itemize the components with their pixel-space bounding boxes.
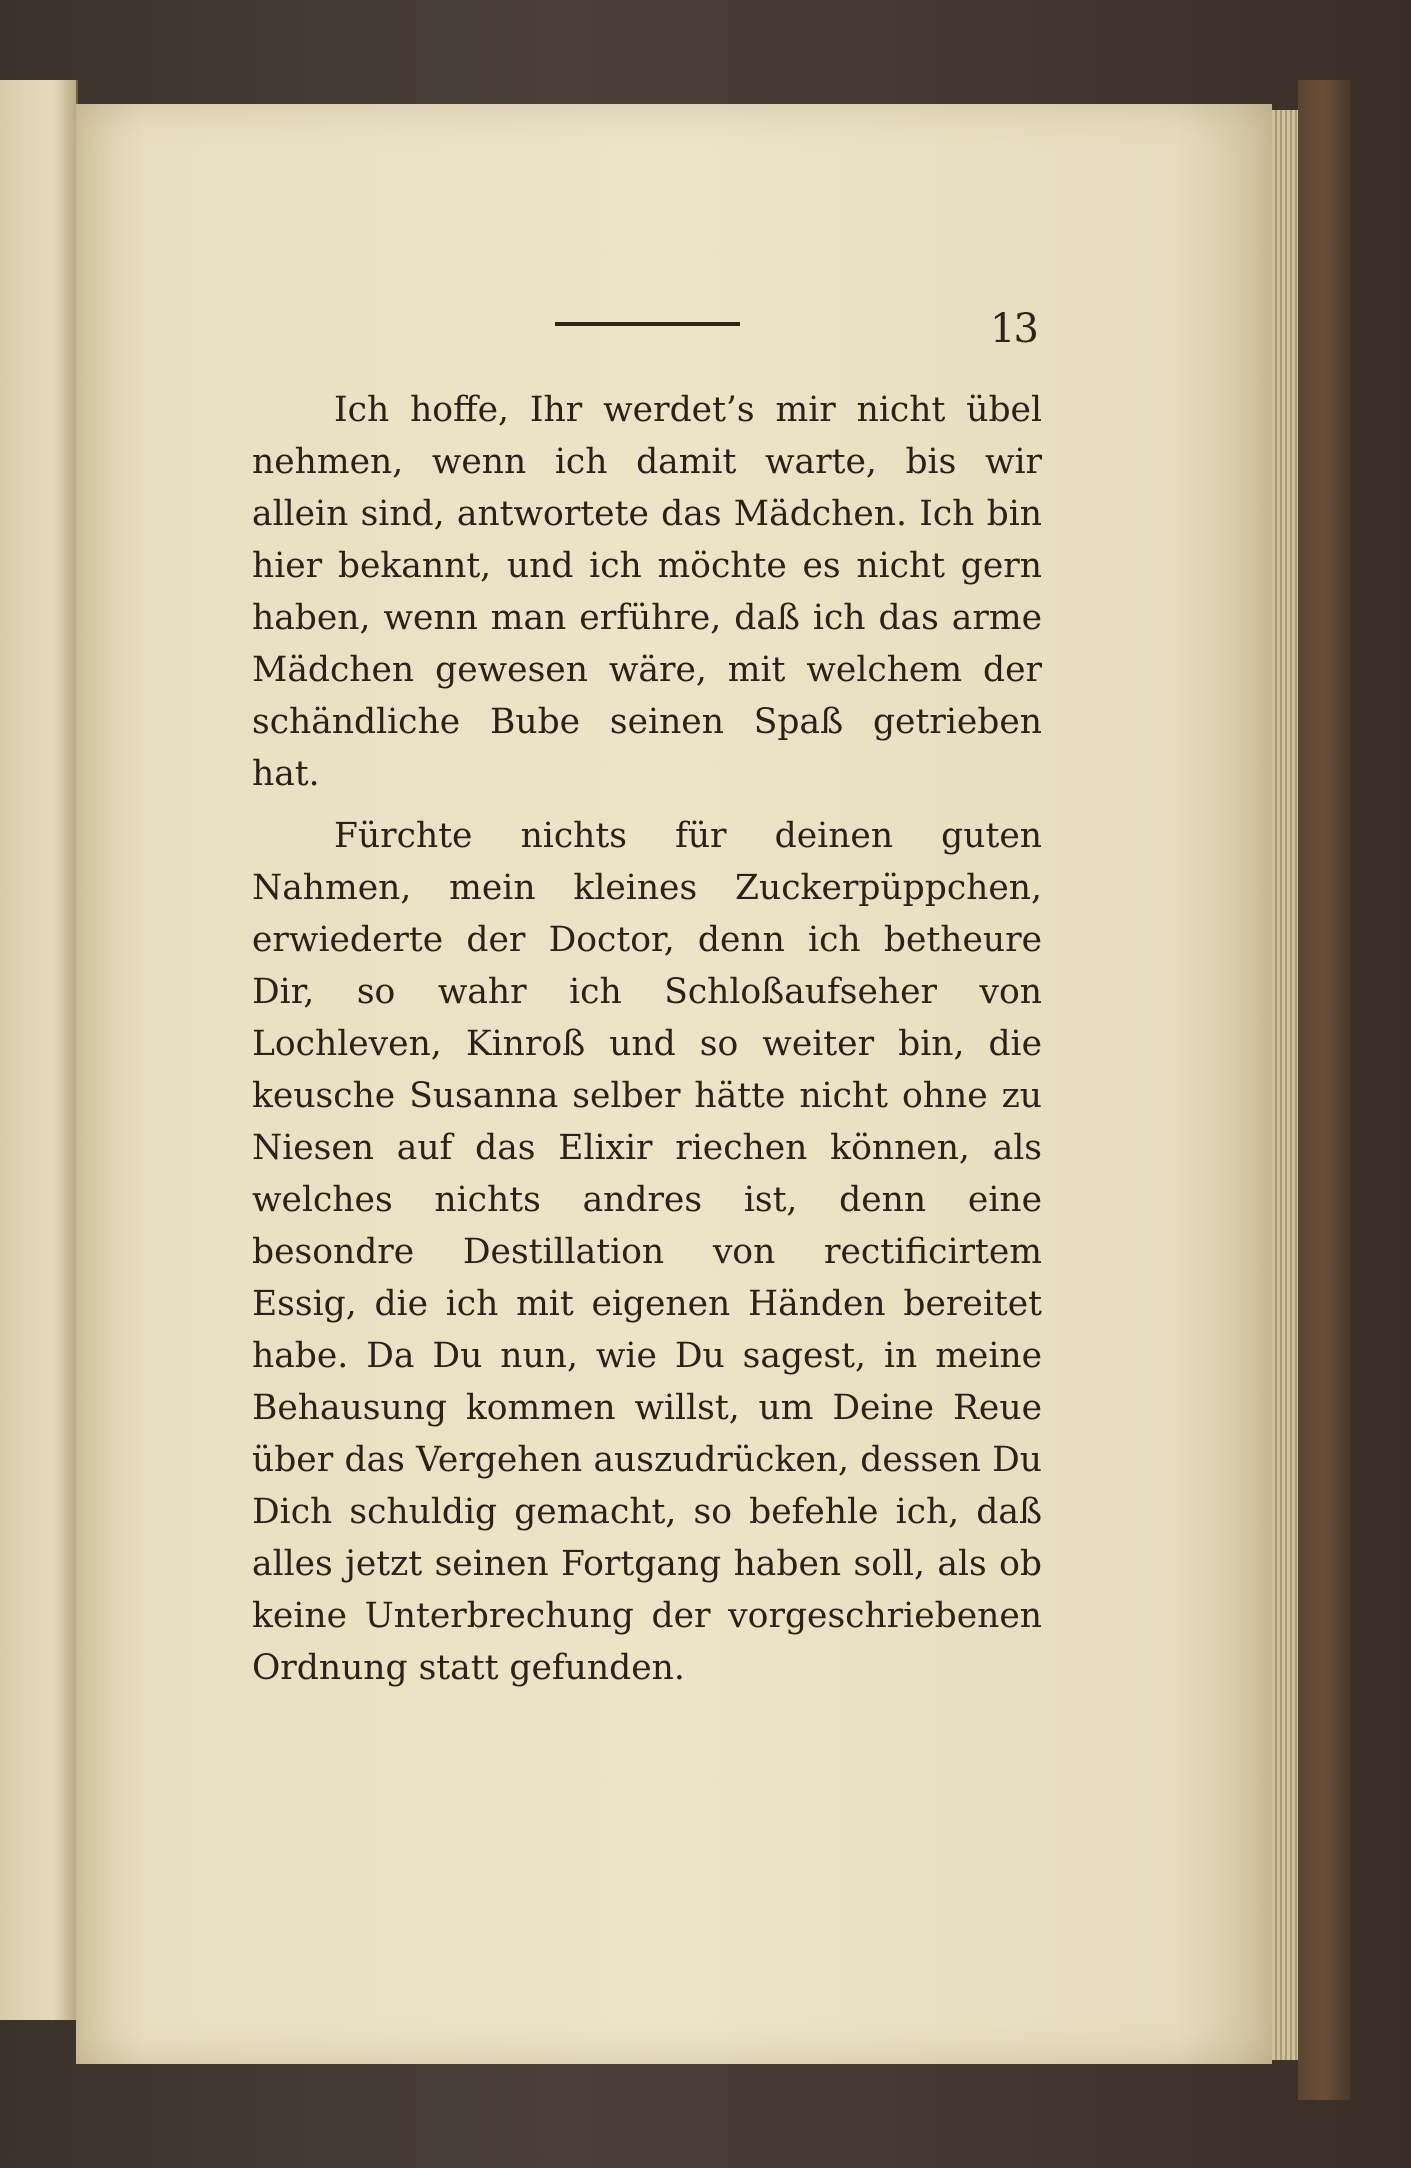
paragraph-1: Ich hoffe, Ihr werdet’s mir nicht übel nehmen, wenn ich damit warte, bis wir allein sind, antwortete das Mädchen. Ich bin hier bekannt, und ich möchte es nicht gern haben, wenn man erführe, daß ich das arme Mädchen gewesen wäre, mit welchem der schändliche Bube seinen Spaß getrieben hat. [252, 390, 1042, 794]
book-cover-edge [1298, 80, 1350, 2100]
paragraph-2: Fürchte nichts für deinen guten Nahmen, mein kleines Zuckerpüppchen, erwiederte der Doctor, denn ich betheure Dir, so wahr ich Schloßaufseher von Lochleven, Kinroß und so weiter bin, die keusche Susanna selber hätte nicht ohne zu Niesen auf das Elixir riechen können, als welches nichts andres ist, denn eine besondre Destillation von rectificirtem Essig, die ich mit eigenen Händen bereitet habe. Da Du nun, wie Du sagest, in meine Behausung kommen willst, um Deine Reue über das Vergehen auszudrücken, dessen Du Dich schuldig gemacht, so befehle ich, daß alles jetzt seinen Fortgang haben soll, als ob keine Unterbrechung der vorgeschriebenen Ordnung statt gefunden. [252, 816, 1042, 1688]
page-number: 13 [990, 306, 1037, 352]
header-rule [555, 322, 740, 326]
page-text [252, 384, 1042, 1694]
left-page-edge [0, 80, 78, 2020]
page-edges [1272, 110, 1298, 2060]
